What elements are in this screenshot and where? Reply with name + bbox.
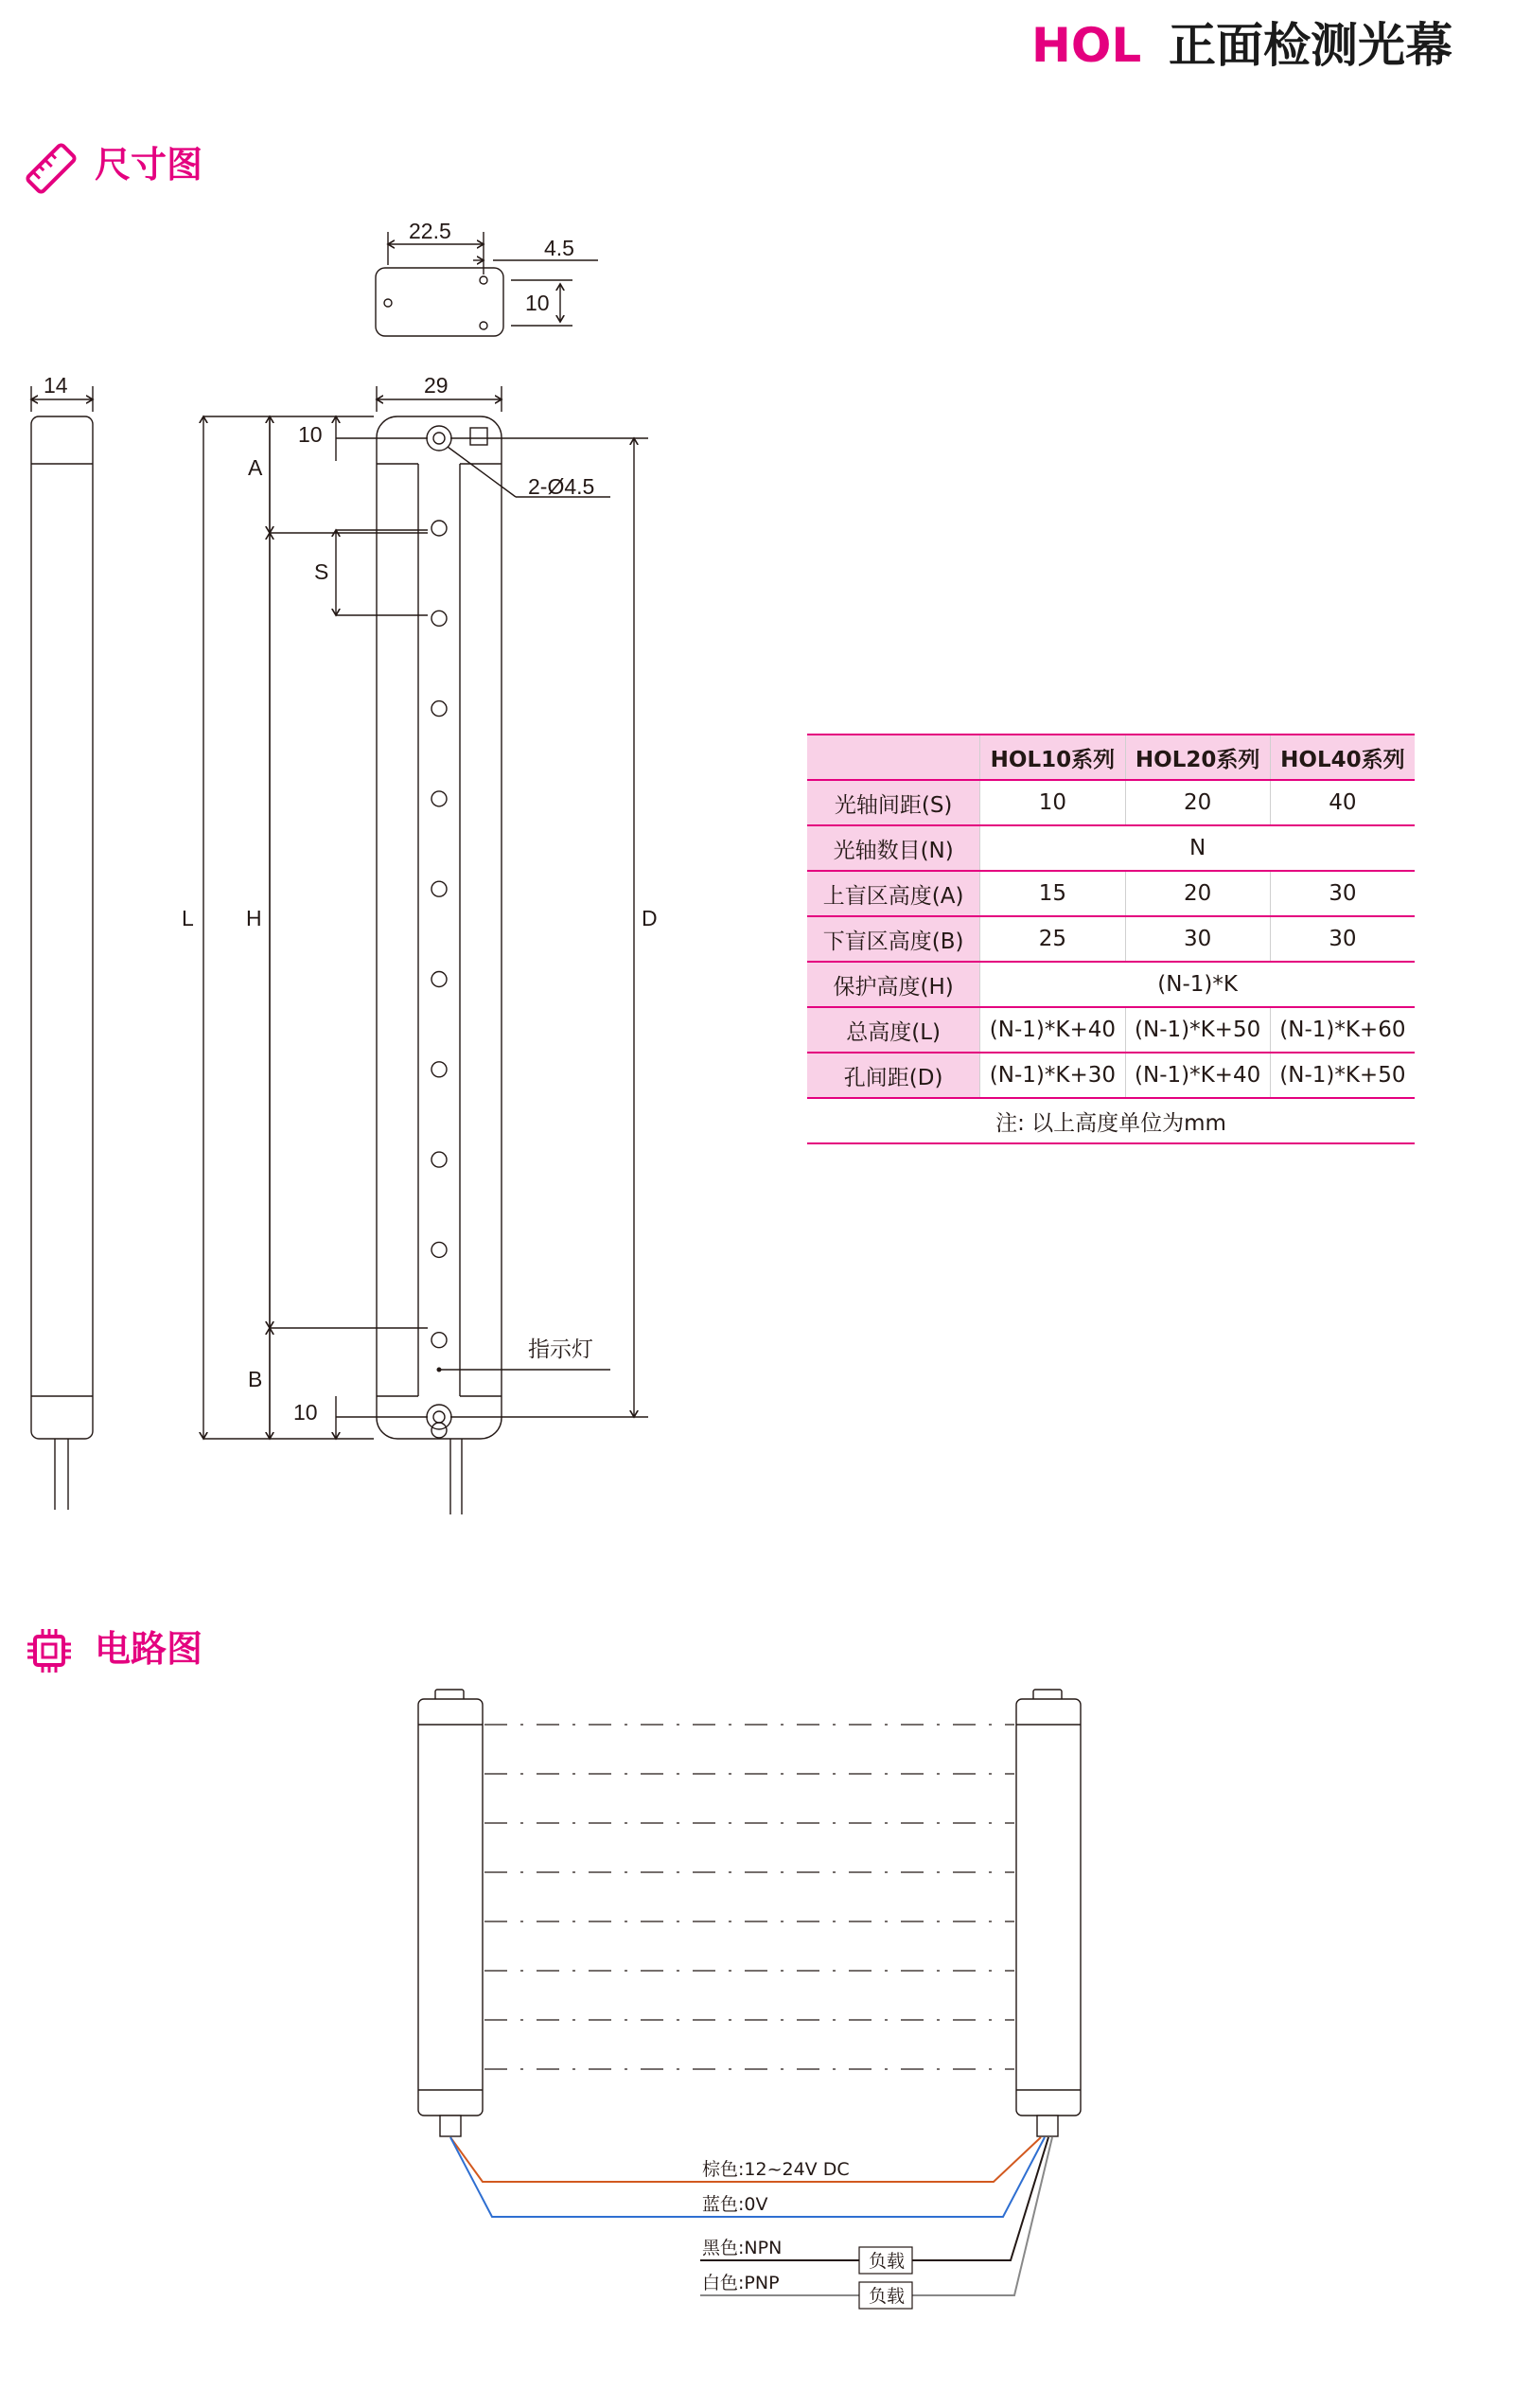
- table-cell: 40: [1270, 780, 1415, 825]
- circuit-section-title: 电路图: [95, 1628, 203, 1670]
- table-cell-merged: (N-1)*K: [980, 962, 1415, 1007]
- table-row: [807, 1053, 1415, 1098]
- table-cell: 20: [1125, 871, 1270, 916]
- dim-A: A: [248, 455, 263, 480]
- row-label: 上盲区高度(A): [807, 871, 980, 916]
- table-note: 注: 以上高度单位为mm: [807, 1098, 1415, 1143]
- row-label: 光轴数目(N): [807, 825, 980, 871]
- table-row: [807, 780, 1415, 825]
- dim-hole: 2-Ø4.5: [528, 474, 595, 499]
- dimension-drawing: [0, 208, 719, 1533]
- table-row: [807, 825, 1415, 871]
- table-row: [807, 916, 1415, 962]
- lens-marker: [431, 1152, 447, 1167]
- row-label: 总高度(L): [807, 1007, 980, 1053]
- dim-top-width: 22.5: [409, 219, 451, 243]
- table-cell: 30: [1125, 916, 1270, 962]
- dim-bottom-gap: 10: [293, 1400, 318, 1425]
- dim-B: B: [248, 1367, 263, 1391]
- table-cell: (N-1)*K+50: [1270, 1053, 1415, 1098]
- wire-label-blue: 蓝色:0V: [702, 2194, 768, 2215]
- spec-table: [807, 734, 1415, 1144]
- lens-marker: [431, 1062, 447, 1077]
- table-cell: 30: [1270, 916, 1415, 962]
- lens-marker: [431, 791, 447, 806]
- lens-marker: [431, 701, 447, 717]
- dim-front-width: 29: [424, 373, 449, 398]
- table-header-cell: [807, 735, 980, 780]
- document-header: [0, 0, 1514, 85]
- wire-label-white: 白色:PNP: [702, 2273, 780, 2293]
- table-cell: (N-1)*K+40: [980, 1007, 1125, 1053]
- lens-marker: [431, 521, 447, 536]
- table-row: [807, 962, 1415, 1007]
- dim-side-width: 14: [44, 373, 68, 398]
- table-header-cell: HOL40系列: [1270, 735, 1415, 780]
- table-cell: (N-1)*K+50: [1125, 1007, 1270, 1053]
- ruler-icon: [23, 142, 79, 195]
- table-cell: (N-1)*K+30: [980, 1053, 1125, 1098]
- load-label: 负载: [869, 2251, 906, 2272]
- dimension-section-title: 尺寸图: [95, 144, 203, 186]
- dim-S: S: [314, 559, 329, 584]
- dim-L: L: [182, 906, 194, 930]
- indicator-label: 指示灯: [528, 1337, 593, 1361]
- lens-marker: [431, 1423, 447, 1438]
- side-view: [31, 386, 93, 1510]
- table-cell: (N-1)*K+60: [1270, 1007, 1415, 1053]
- table-note-row: [807, 1098, 1415, 1143]
- table-row: [807, 871, 1415, 916]
- model-name: HOL: [1031, 18, 1142, 73]
- lens-marker: [431, 972, 447, 987]
- wire-label-black: 黑色:NPN: [702, 2238, 783, 2258]
- table-cell: (N-1)*K+40: [1125, 1053, 1270, 1098]
- dim-top-gap: 10: [298, 422, 323, 447]
- table-cell: 10: [980, 780, 1125, 825]
- dim-D: D: [642, 906, 658, 930]
- table-cell: 15: [980, 871, 1125, 916]
- row-label: 下盲区高度(B): [807, 916, 980, 962]
- table-cell-merged: N: [980, 825, 1415, 871]
- row-label: 保护高度(H): [807, 962, 980, 1007]
- table-header-cell: HOL10系列: [980, 735, 1125, 780]
- dim-H: H: [246, 906, 262, 930]
- table-cell: 30: [1270, 871, 1415, 916]
- lens-marker: [431, 1333, 447, 1348]
- lens-marker: [431, 1242, 447, 1257]
- wire-label-brown: 棕色:12~24V DC: [702, 2159, 850, 2180]
- lens-marker: [431, 881, 447, 896]
- dim-top-height: 10: [525, 291, 550, 315]
- lens-marker: [431, 611, 447, 626]
- table-header-row: [807, 735, 1415, 780]
- table-header-cell: HOL20系列: [1125, 735, 1270, 780]
- row-label: 孔间距(D): [807, 1053, 980, 1098]
- table-cell: 20: [1125, 780, 1270, 825]
- chip-icon: [25, 1626, 74, 1675]
- circuit-diagram: [0, 1675, 1514, 2319]
- dim-top-offset: 4.5: [544, 236, 574, 260]
- product-title: 正面检测光幕: [1169, 18, 1452, 73]
- table-cell: 25: [980, 916, 1125, 962]
- load-label: 负载: [869, 2286, 906, 2307]
- table-row: [807, 1007, 1415, 1053]
- row-label: 光轴间距(S): [807, 780, 980, 825]
